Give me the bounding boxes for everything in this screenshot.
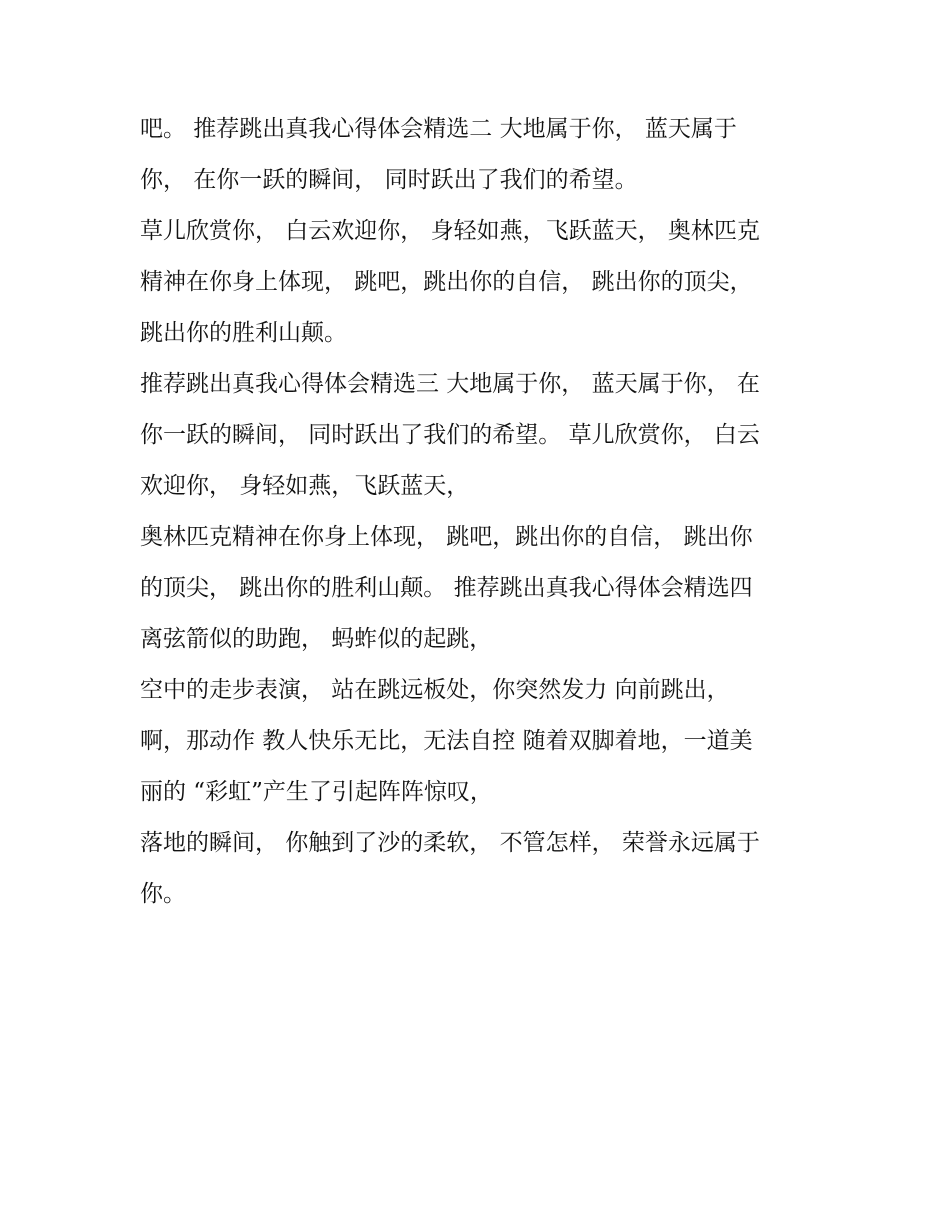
- document-body: [140, 104, 820, 920]
- text-line: 你一跃的瞬间， 同时跃出了我们的希望。 草儿欣赏你， 白云: [140, 422, 760, 448]
- text-line: 落地的瞬间， 你触到了沙的柔软， 不管怎样， 荣誉永远属于: [140, 830, 760, 856]
- text-line: 你。: [140, 881, 186, 907]
- text-line: 精神在你身上体现， 跳吧，跳出你的自信， 跳出你的顶尖，: [140, 269, 753, 295]
- text-line: 的顶尖， 跳出你的胜利山颠。 推荐跳出真我心得体会精选四: [140, 575, 753, 601]
- text-line: 推荐跳出真我心得体会精选三 大地属于你， 蓝天属于你， 在: [140, 371, 760, 397]
- text-line: 跳出你的胜利山颠。: [140, 320, 347, 346]
- text-line: 草儿欣赏你， 白云欢迎你， 身轻如燕，飞跃蓝天， 奥林匹克: [140, 218, 760, 244]
- text-line: 啊，那动作 教人快乐无比，无法自控 随着双脚着地，一道美: [140, 728, 753, 754]
- text-line: 奥林匹克精神在你身上体现， 跳吧，跳出你的自信， 跳出你: [140, 524, 753, 550]
- text-line: 欢迎你， 身轻如燕，飞跃蓝天，: [140, 473, 470, 499]
- text-line: 你， 在你一跃的瞬间， 同时跃出了我们的希望。: [140, 167, 638, 193]
- text-line: 离弦箭似的助跑， 蚂蚱似的起跳，: [140, 626, 493, 652]
- text-line: 空中的走步表演， 站在跳远板处，你突然发力 向前跳出，: [140, 677, 730, 703]
- text-line: 丽的 “彩虹”产生了引起阵阵惊叹，: [140, 779, 493, 805]
- text-line: 吧。 推荐跳出真我心得体会精选二 大地属于你， 蓝天属于: [140, 116, 737, 142]
